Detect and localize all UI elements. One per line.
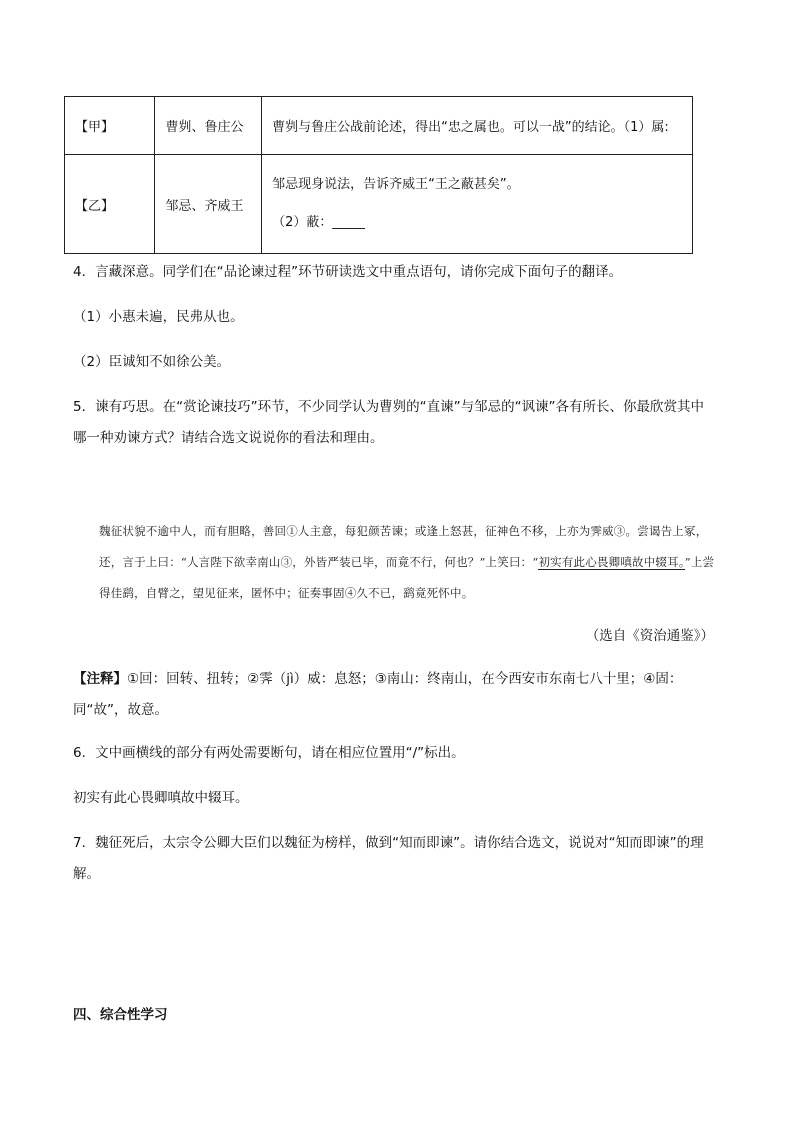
table-row-yi xyxy=(65,155,693,254)
notes-line-1: 【注释】①回：回转、扭转；②霁（jì）威：息怒；③南山：终南山，在今西安市东南七八十里；④固： xyxy=(73,671,683,687)
q6-sentence: 初实有此心畏卿嗔故中辍耳。 xyxy=(73,790,249,806)
classical-passage xyxy=(99,516,723,609)
row-content-yi-sub: （2）蔽：_____ xyxy=(272,215,365,230)
row-people-jia: 曹刿、鲁庄公 xyxy=(155,97,262,155)
passage-source: （选自《资治通鉴》） xyxy=(585,628,714,644)
row-people-yi: 邹忌、齐威王 xyxy=(155,155,262,254)
q5-line-1: 5．谏有巧思。在“赏论谏技巧”环节，不少同学认为曹刿的“直谏”与邹忌的“讽谏”各有所长、你最欣赏其中 xyxy=(73,399,705,415)
passage-part-1: 魏征状貌不逾中人，而有胆略，善回①人主意，每犯颜苦谏；或逢上怒甚，征神色不移，上亦为霁威③。尝谒告上冢，还，言于上曰：“人言陛下欲幸南山③，外皆严装已毕，而竟不行，何也？”上笑曰：“ xyxy=(99,524,708,569)
q5-line-2: 哪一种劝谏方式？请结合选文说说你的看法和理由。 xyxy=(73,430,384,446)
comparison-table xyxy=(64,96,693,254)
row-content-yi-text: 邹忌现身说法，告诉齐威王“王之蔽甚矣”。 xyxy=(272,177,520,192)
row-content-yi xyxy=(262,155,693,254)
passage-underlined: 初实有此心畏卿嗔故中辍耳。 xyxy=(538,555,685,569)
answer-blank: _____ xyxy=(332,215,365,230)
notes-label: 【注释】 xyxy=(73,671,127,687)
row-label-yi: 【乙】 xyxy=(65,155,155,254)
q4-sentence-2: （2）臣诚知不如徐公美。 xyxy=(73,354,231,370)
row-label-jia: 【甲】 xyxy=(65,97,155,155)
q6-stem: 6．文中画横线的部分有两处需要断句，请在相应位置用“/”标出。 xyxy=(73,745,465,761)
passage-part-2: ”上尝得佳鹞，自臂之，望见征来，匿怀中；征奏事固④久不已，鹞竟死怀中。 xyxy=(99,555,715,600)
q7-line-2: 解。 xyxy=(73,866,100,882)
q4-stem: 4．言藏深意。同学们在“品论谏过程”环节研读选文中重点语句，请你完成下面句子的翻译。 xyxy=(73,264,623,280)
row-content-jia: 曹刿与鲁庄公战前论述，得出“忠之属也。可以一战”的结论。（1）属: xyxy=(262,97,693,155)
q4-sentence-1: （1）小惠未遍，民弗从也。 xyxy=(73,309,244,325)
section-heading: 四、综合性学习 xyxy=(73,1007,168,1023)
table-row-jia xyxy=(65,97,693,155)
notes-line-2: 同“故”，故意。 xyxy=(73,702,168,718)
q7-line-1: 7．魏征死后，太宗令公卿大臣们以魏征为榜样，做到“知而即谏”。请你结合选文，说说对“知而即谏”的理 xyxy=(73,835,704,851)
